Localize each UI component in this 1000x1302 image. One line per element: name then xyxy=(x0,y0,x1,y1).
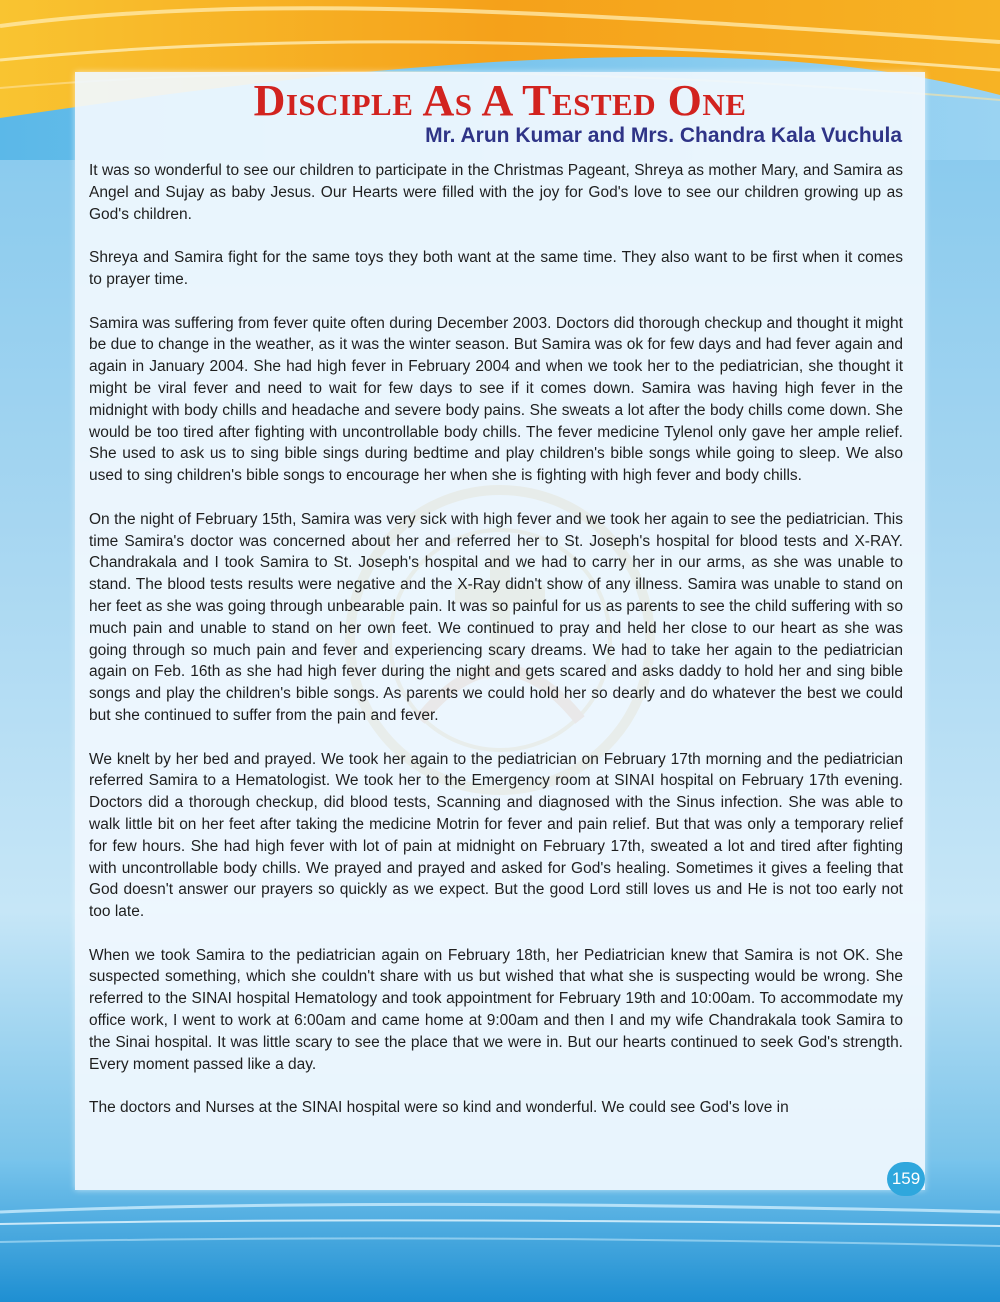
author-byline: Mr. Arun Kumar and Mrs. Chandra Kala Vuchula xyxy=(425,124,902,147)
paragraph: When we took Samira to the pediatrician again on February 18th, her Pediatrician knew that Samira is not OK. She suspected something, which she couldn't share with us but wished that what she is suspecting would be wrong. She referred to the SINAI hospital Hematology and took appointment for February 19th and 10:00am. To accommodate my office work, I went to work at 6:00am and came home at 9:00am and then I and my wife Chandrakala took Samira to the Sinai hospital. It was little scary to see the place that we were in. But our hearts continued to seek God's strength. Every moment passed like a day. xyxy=(89,946,903,1073)
article-body xyxy=(89,160,903,1141)
paragraph: We knelt by her bed and prayed. We took her again to the pediatrician on February 17th morning and the pediatrician referred Samira to a Hematologist. We took her to the Emergency room at SINAI hospital on February 17th evening. Doctors did a thorough checkup, did blood tests, Scanning and diagnosed with the Sinus infection. She was able to walk little bit on her feet after taking the medicine Motrin for fever and pain relief. But that was only a temporary relief for few hours. She had high fever with lot of pain at midnight on February 17th, sweated a lot and tired after fighting with uncontrollable body chills. We prayed and prayed and asked for God's healing. Sometimes it gives a feeling that God doesn't answer our prayers so quickly as we expect. But the good Lord still loves us and He is not too early not too late. xyxy=(89,750,903,921)
paragraph: It was so wonderful to see our children to participate in the Christmas Pageant, Shreya as mother Mary, and Samira as Angel and Sujay as baby Jesus. Our Hearts were filled with the joy for God's love to see our children growing up as God's children. xyxy=(89,162,903,223)
paragraph: Samira was suffering from fever quite often during December 2003. Doctors did thorough checkup and thought it might be due to change in the weather, as it was the winter season. But Samira was ok for few days and had fever again and again in January 2004. She had high fever in February 2004 and when we took her to the pediatrician, she thought it might be viral fever and need to wait for few days to see if it comes down. Samira was having high fever in the midnight with body chills and headache and severe body pains. She sweats a lot after the body chills come down. She would be too tired after fighting with uncontrollable body chills. The fever medicine Tylenol only gave her ample relief. She used to ask us to sing bible sings during bedtime and play children's bible songs while going to sleep. We also used to sing children's bible songs to encourage her when she is fighting with high fever and body chills. xyxy=(89,314,903,485)
page-number-badge: 159 xyxy=(887,1162,925,1196)
paragraph: The doctors and Nurses at the SINAI hospital were so kind and wonderful. We could see God's love in xyxy=(89,1099,789,1117)
paragraph: On the night of February 15th, Samira was very sick with high fever and we took her again to see the pediatrician. This time Samira's doctor was concerned about her and referred her to St. Joseph's hospital for blood tests and X-RAY. Chandrakala and I took Samira to St. Joseph's hospital and we had to carry her in our arms, as she was unable to stand. The blood tests results were negative and the X-Ray didn't show of any illness. Samira was unable to stand on her feet as she was going through unbearable pain. It was so painful for us as parents to see the child suffering with so much pain and unable to stand on her own feet. We continued to pray and held her close to our heart as she was going through so much pain and fever and experiencing scary dreams. We had to take her again to the pediatrician again on Feb. 16th as she had high fever during the night and gets scared and asks daddy to hold her and sing bible songs and play the children's bible songs. As parents we could hold her so dearly and do whatever the best we could but she continued to suffer from the pain and fever. xyxy=(89,510,903,724)
paragraph: Shreya and Samira fight for the same toys they both want at the same time. They also want to be first when it comes to prayer time. xyxy=(89,249,903,288)
article-title: Disciple As A Tested One xyxy=(253,76,747,125)
